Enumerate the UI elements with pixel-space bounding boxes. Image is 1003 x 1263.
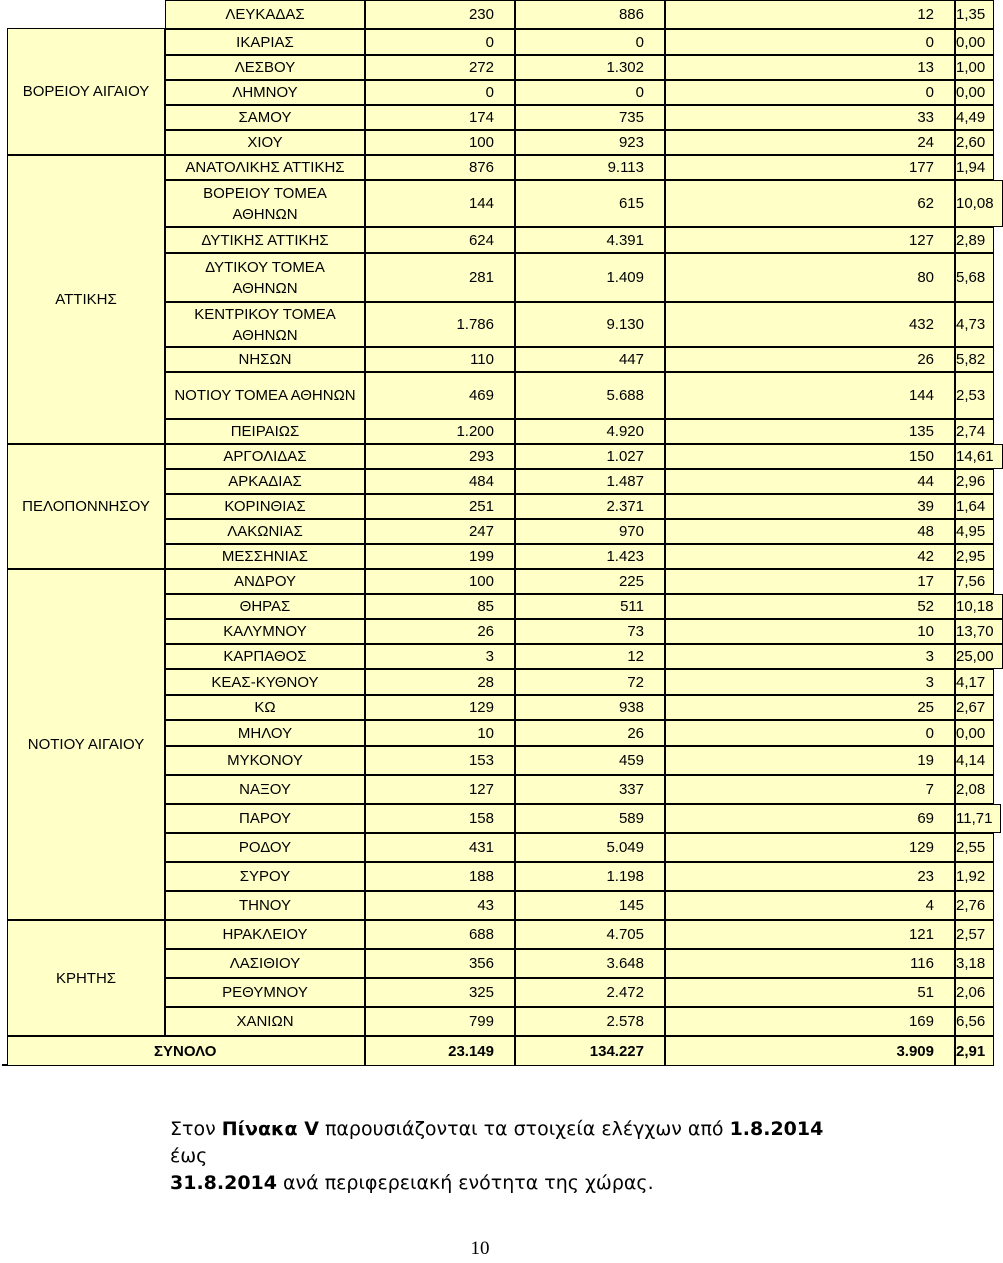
table-cell-c4: 11,71 <box>955 804 1001 833</box>
table-cell-c2: 337 <box>515 775 665 804</box>
table-cell-c2: 615 <box>515 180 665 227</box>
table-cell-c3: 169 <box>665 1007 955 1036</box>
table-cell-c3: 144 <box>665 372 955 419</box>
table-row-name: ΡΕΘΥΜΝΟΥ <box>165 978 365 1007</box>
table-row-name: ΗΡΑΚΛΕΙΟΥ <box>165 920 365 949</box>
table-cell-c3: 127 <box>665 227 955 253</box>
table-cell-c3: 12 <box>665 0 955 29</box>
table-cell-c3: 44 <box>665 469 955 494</box>
region-cell: ΚΡΗΤΗΣ <box>7 920 165 1036</box>
table-cell-c3: 42 <box>665 544 955 569</box>
table-row-name: ΛΕΥΚΑΔΑΣ <box>165 0 365 29</box>
table-cell-c3: 3 <box>665 644 955 669</box>
table-cell-c2: 886 <box>515 0 665 29</box>
table-row-name: ΔΥΤΙΚΟΥ ΤΟΜΕΑ ΑΘΗΝΩΝ <box>165 253 365 302</box>
table-cell-c3: 39 <box>665 494 955 519</box>
table-row-name: ΙΚΑΡΙΑΣ <box>165 29 365 55</box>
table-cell-c2: 145 <box>515 891 665 920</box>
table-row-name: ΠΕΙΡΑΙΩΣ <box>165 419 365 444</box>
table-cell-c4: 4,14 <box>955 746 994 775</box>
table-cell-c2: 1.487 <box>515 469 665 494</box>
table-cell-c4: 4,73 <box>955 302 994 347</box>
table-row-name: ΜΕΣΣΗΝΙΑΣ <box>165 544 365 569</box>
table-cell-c1: 356 <box>365 949 515 978</box>
table-cell-c2: 3.648 <box>515 949 665 978</box>
table-cell-c1: 129 <box>365 695 515 720</box>
table-cell-c1: 199 <box>365 544 515 569</box>
table-cell-c1: 153 <box>365 746 515 775</box>
total-cell-c4: 2,91 <box>955 1036 994 1066</box>
total-cell-c3: 3.909 <box>665 1036 955 1066</box>
paragraph-start-date: 1.8.2014 <box>729 1118 824 1140</box>
table-row-name: ΚΑΡΠΑΘΟΣ <box>165 644 365 669</box>
table-cell-c4: 1,92 <box>955 862 994 891</box>
table-row-name: ΛΑΣΙΘΙΟΥ <box>165 949 365 978</box>
table-cell-c1: 247 <box>365 519 515 544</box>
table-cell-c3: 3 <box>665 669 955 695</box>
table-cell-c3: 48 <box>665 519 955 544</box>
table-cell-c3: 13 <box>665 55 955 80</box>
table-cell-c3: 7 <box>665 775 955 804</box>
table-cell-c2: 4.705 <box>515 920 665 949</box>
table-cell-c3: 0 <box>665 29 955 55</box>
table-cell-c2: 72 <box>515 669 665 695</box>
table-cell-c1: 230 <box>365 0 515 29</box>
table-cell-c1: 484 <box>365 469 515 494</box>
table-row-name: ΧΑΝΙΩΝ <box>165 1007 365 1036</box>
table-row-name: ΛΕΣΒΟΥ <box>165 55 365 80</box>
table-cell-c3: 129 <box>665 833 955 862</box>
table-row-name: ΠΑΡΟΥ <box>165 804 365 833</box>
table-row-name: ΧΙΟΥ <box>165 130 365 155</box>
table-cell-c4: 1,00 <box>955 55 994 80</box>
table-row-name: ΚΩ <box>165 695 365 720</box>
total-cell-c2: 134.227 <box>515 1036 665 1066</box>
table-row-name: ΚΕΝΤΡΙΚΟΥ ΤΟΜΕΑ ΑΘΗΝΩΝ <box>165 302 365 347</box>
table-cell-c4: 14,61 <box>955 444 1003 469</box>
table-row-name: ΚΑΛΥΜΝΟΥ <box>165 619 365 644</box>
table-row-name: ΜΥΚΟΝΟΥ <box>165 746 365 775</box>
table-cell-c4: 2,55 <box>955 833 994 862</box>
total-label: ΣΥΝΟΛΟ <box>7 1036 365 1066</box>
table-cell-c2: 938 <box>515 695 665 720</box>
table-cell-c1: 26 <box>365 619 515 644</box>
paragraph-text: Στον <box>170 1118 222 1140</box>
table-cell-c3: 23 <box>665 862 955 891</box>
table-cell-c2: 0 <box>515 80 665 105</box>
table-cell-c2: 4.391 <box>515 227 665 253</box>
table-cell-c4: 0,00 <box>955 80 994 105</box>
table-cell-c1: 251 <box>365 494 515 519</box>
table-cell-c1: 158 <box>365 804 515 833</box>
table-cell-c4: 2,95 <box>955 544 994 569</box>
table-row-name: ΛΑΚΩΝΙΑΣ <box>165 519 365 544</box>
table-cell-c4: 6,56 <box>955 1007 994 1036</box>
table-cell-c4: 2,89 <box>955 227 994 253</box>
table-row-name: ΘΗΡΑΣ <box>165 594 365 619</box>
table-row-name: ΑΝΔΡΟΥ <box>165 569 365 594</box>
table-cell-c1: 3 <box>365 644 515 669</box>
table-cell-c2: 9.113 <box>515 155 665 180</box>
table-cell-c4: 5,68 <box>955 253 994 302</box>
table-row-name: ΛΗΜΝΟΥ <box>165 80 365 105</box>
table-cell-c1: 1.200 <box>365 419 515 444</box>
table-row-name: ΝΑΞΟΥ <box>165 775 365 804</box>
table-row-name: ΑΡΚΑΔΙΑΣ <box>165 469 365 494</box>
table-cell-c4: 2,06 <box>955 978 994 1007</box>
table-cell-c4: 0,00 <box>955 29 994 55</box>
table-cell-c1: 144 <box>365 180 515 227</box>
table-row-name: ΤΗΝΟΥ <box>165 891 365 920</box>
table-cell-c3: 26 <box>665 347 955 372</box>
table-row-name: ΔΥΤΙΚΗΣ ΑΤΤΙΚΗΣ <box>165 227 365 253</box>
table-cell-c3: 4 <box>665 891 955 920</box>
table-cell-c4: 1,94 <box>955 155 994 180</box>
paragraph-text: ανά περιφερειακή ενότητα της χώρας. <box>276 1172 654 1194</box>
table-row-name: ΡΟΔΟΥ <box>165 833 365 862</box>
table-cell-c4: 1,64 <box>955 494 994 519</box>
table-cell-c1: 10 <box>365 720 515 746</box>
table-cell-c4: 4,49 <box>955 105 994 130</box>
region-cell: ΝΟΤΙΟΥ ΑΙΓΑΙΟΥ <box>7 569 165 920</box>
table-cell-c4: 25,00 <box>955 644 1003 669</box>
table-cell-c2: 73 <box>515 619 665 644</box>
table-cell-c4: 2,53 <box>955 372 994 419</box>
table-cell-c2: 1.198 <box>515 862 665 891</box>
table-cell-c2: 2.578 <box>515 1007 665 1036</box>
table-cell-c3: 19 <box>665 746 955 775</box>
table-cell-c4: 1,35 <box>955 0 994 29</box>
table-cell-c4: 2,08 <box>955 775 994 804</box>
table-cell-c3: 10 <box>665 619 955 644</box>
paragraph-end-date: 31.8.2014 <box>170 1172 277 1194</box>
table-cell-c4: 10,18 <box>955 594 1003 619</box>
table-cell-c2: 970 <box>515 519 665 544</box>
table-cell-c1: 100 <box>365 130 515 155</box>
paragraph-text: παρουσιάζονται τα στοιχεία ελέγχων από <box>318 1118 730 1140</box>
table-cell-c1: 624 <box>365 227 515 253</box>
table-cell-c2: 225 <box>515 569 665 594</box>
table-row-name: ΜΗΛΟΥ <box>165 720 365 746</box>
table-row-name: ΣΥΡΟΥ <box>165 862 365 891</box>
table-cell-c4: 13,70 <box>955 619 1003 644</box>
table-cell-c2: 1.423 <box>515 544 665 569</box>
table-cell-c3: 116 <box>665 949 955 978</box>
table-cell-c1: 0 <box>365 29 515 55</box>
table-cell-c3: 33 <box>665 105 955 130</box>
table-cell-c1: 28 <box>365 669 515 695</box>
table-cell-c2: 923 <box>515 130 665 155</box>
table-cell-c2: 459 <box>515 746 665 775</box>
table-cell-c3: 17 <box>665 569 955 594</box>
table-cell-c4: 4,17 <box>955 669 994 695</box>
table-cell-c3: 135 <box>665 419 955 444</box>
table-row-name: ΑΡΓΟΛΙΔΑΣ <box>165 444 365 469</box>
table-cell-c2: 447 <box>515 347 665 372</box>
table-cell-c1: 0 <box>365 80 515 105</box>
table-cell-c4: 2,76 <box>955 891 994 920</box>
table-cell-c3: 150 <box>665 444 955 469</box>
table-cell-c3: 0 <box>665 720 955 746</box>
statistics-table <box>2 0 994 1066</box>
table-cell-c3: 80 <box>665 253 955 302</box>
table-cell-c2: 5.049 <box>515 833 665 862</box>
table-cell-c4: 2,96 <box>955 469 994 494</box>
region-cell: ΒΟΡΕΙΟΥ ΑΙΓΑΙΟΥ <box>7 28 165 155</box>
table-row-name: ΒΟΡΕΙΟΥ ΤΟΜΕΑ ΑΘΗΝΩΝ <box>165 180 365 227</box>
table-cell-c2: 1.302 <box>515 55 665 80</box>
table-cell-c2: 735 <box>515 105 665 130</box>
table-cell-c4: 3,18 <box>955 949 994 978</box>
table-caption-paragraph <box>170 1116 830 1197</box>
table-row-name: ΚΕΑΣ-ΚΥΘΝΟΥ <box>165 669 365 695</box>
table-cell-c2: 1.409 <box>515 253 665 302</box>
table-cell-c2: 1.027 <box>515 444 665 469</box>
table-cell-c4: 2,74 <box>955 419 994 444</box>
table-cell-c3: 0 <box>665 80 955 105</box>
table-cell-c1: 688 <box>365 920 515 949</box>
table-cell-c2: 26 <box>515 720 665 746</box>
table-cell-c1: 281 <box>365 253 515 302</box>
table-cell-c4: 2,67 <box>955 695 994 720</box>
table-cell-c2: 5.688 <box>515 372 665 419</box>
table-cell-c4: 5,82 <box>955 347 994 372</box>
table-cell-c3: 25 <box>665 695 955 720</box>
table-row-name: ΑΝΑΤΟΛΙΚΗΣ ΑΤΤΙΚΗΣ <box>165 155 365 180</box>
table-cell-c4: 2,57 <box>955 920 994 949</box>
table-cell-c1: 293 <box>365 444 515 469</box>
table-cell-c3: 62 <box>665 180 955 227</box>
table-cell-c1: 325 <box>365 978 515 1007</box>
table-cell-c3: 51 <box>665 978 955 1007</box>
table-cell-c1: 43 <box>365 891 515 920</box>
table-cell-c3: 432 <box>665 302 955 347</box>
table-row-name: ΝΟΤΙΟΥ ΤΟΜΕΑ ΑΘΗΝΩΝ <box>165 372 365 419</box>
table-row-name: ΝΗΣΩΝ <box>165 347 365 372</box>
table-cell-c4: 10,08 <box>955 180 1003 227</box>
table-cell-c3: 24 <box>665 130 955 155</box>
table-cell-c1: 1.786 <box>365 302 515 347</box>
table-cell-c1: 174 <box>365 105 515 130</box>
page-number: 10 <box>470 1238 490 1259</box>
table-cell-c4: 0,00 <box>955 720 994 746</box>
table-cell-c2: 2.371 <box>515 494 665 519</box>
table-cell-c3: 177 <box>665 155 955 180</box>
table-cell-c2: 12 <box>515 644 665 669</box>
table-cell-c2: 2.472 <box>515 978 665 1007</box>
table-row-name: ΣΑΜΟΥ <box>165 105 365 130</box>
table-cell-c1: 110 <box>365 347 515 372</box>
table-cell-c1: 100 <box>365 569 515 594</box>
table-cell-c2: 511 <box>515 594 665 619</box>
table-cell-c3: 69 <box>665 804 955 833</box>
table-cell-c1: 876 <box>365 155 515 180</box>
table-cell-c1: 272 <box>365 55 515 80</box>
region-cell: ΠΕΛΟΠΟΝΝΗΣΟΥ <box>7 444 165 569</box>
table-cell-c2: 0 <box>515 29 665 55</box>
table-cell-c1: 188 <box>365 862 515 891</box>
table-cell-c4: 2,60 <box>955 130 994 155</box>
table-cell-c1: 431 <box>365 833 515 862</box>
table-cell-c1: 469 <box>365 372 515 419</box>
paragraph-text: έως <box>170 1145 208 1167</box>
region-cell: ΑΤΤΙΚΗΣ <box>7 155 165 444</box>
table-cell-c2: 4.920 <box>515 419 665 444</box>
table-cell-c2: 9.130 <box>515 302 665 347</box>
total-cell-c1: 23.149 <box>365 1036 515 1066</box>
table-cell-c1: 127 <box>365 775 515 804</box>
table-row-name: ΚΟΡΙΝΘΙΑΣ <box>165 494 365 519</box>
table-cell-c3: 52 <box>665 594 955 619</box>
table-cell-c3: 121 <box>665 920 955 949</box>
table-cell-c1: 85 <box>365 594 515 619</box>
table-cell-c2: 589 <box>515 804 665 833</box>
table-cell-c4: 4,95 <box>955 519 994 544</box>
table-cell-c1: 799 <box>365 1007 515 1036</box>
paragraph-table-ref: Πίνακα V <box>221 1118 319 1140</box>
table-cell-c4: 7,56 <box>955 569 994 594</box>
